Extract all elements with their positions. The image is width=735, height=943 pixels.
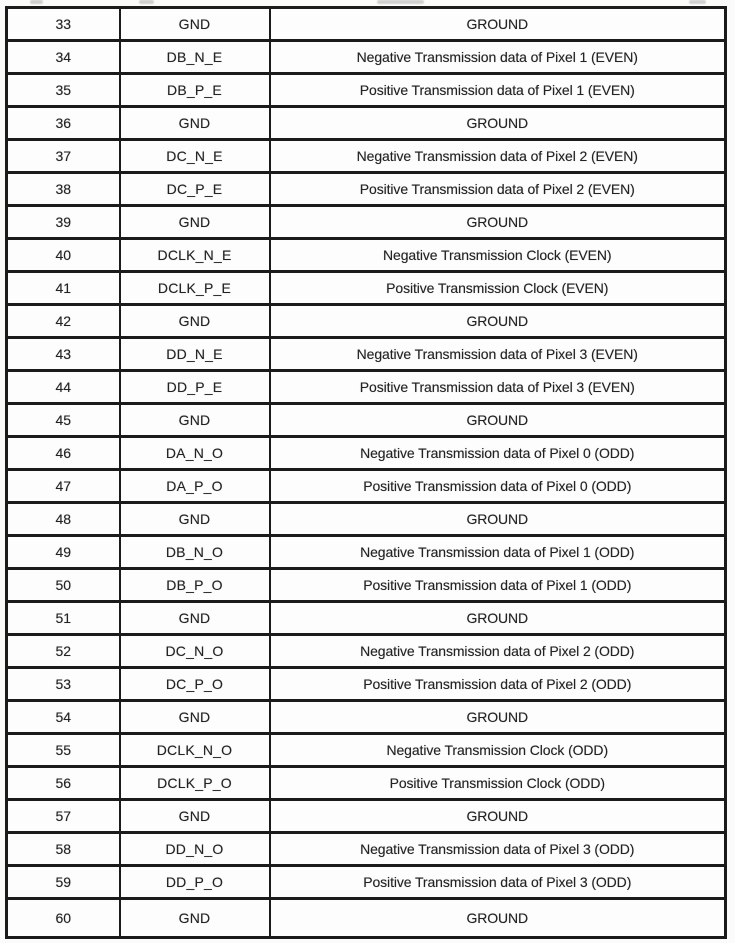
table-body — [7, 8, 726, 938]
signal-name-cell: GND — [120, 107, 270, 140]
pin-number-cell: 53 — [7, 668, 120, 701]
table-row — [7, 371, 726, 404]
table-row — [7, 503, 726, 536]
table-row — [7, 41, 726, 74]
table-row — [7, 767, 726, 800]
pin-number-cell: 49 — [7, 536, 120, 569]
signal-name-cell: GND — [120, 701, 270, 734]
table-row — [7, 8, 726, 41]
description-cell: Positive Transmission data of Pixel 0 (ODD) — [270, 470, 726, 503]
pin-number-cell: 45 — [7, 404, 120, 437]
description-cell: GROUND — [270, 800, 726, 833]
table-row — [7, 569, 726, 602]
description-cell: GROUND — [270, 701, 726, 734]
description-cell: Negative Transmission data of Pixel 3 (EVEN) — [270, 338, 726, 371]
table-row — [7, 734, 726, 767]
pin-number-cell: 40 — [7, 239, 120, 272]
pin-number-cell: 50 — [7, 569, 120, 602]
description-cell: Positive Transmission data of Pixel 3 (EVEN) — [270, 371, 726, 404]
description-cell: GROUND — [270, 107, 726, 140]
pin-number-cell: 60 — [7, 899, 120, 938]
table-row — [7, 239, 726, 272]
pin-number-cell: 35 — [7, 74, 120, 107]
signal-name-cell: DB_N_O — [120, 536, 270, 569]
pin-description-table — [5, 6, 727, 939]
table-row — [7, 470, 726, 503]
pin-number-cell: 59 — [7, 866, 120, 899]
signal-name-cell: GND — [120, 602, 270, 635]
pin-number-cell: 47 — [7, 470, 120, 503]
scan-artifact — [30, 0, 43, 4]
pin-number-cell: 52 — [7, 635, 120, 668]
table-row — [7, 668, 726, 701]
table-row — [7, 800, 726, 833]
signal-name-cell: GND — [120, 305, 270, 338]
table-row — [7, 140, 726, 173]
scan-artifact — [689, 0, 706, 4]
table-row — [7, 404, 726, 437]
description-cell: Positive Transmission data of Pixel 2 (ODD) — [270, 668, 726, 701]
table-row — [7, 305, 726, 338]
pin-number-cell: 37 — [7, 140, 120, 173]
description-cell: Negative Transmission data of Pixel 2 (ODD) — [270, 635, 726, 668]
signal-name-cell: DCLK_N_O — [120, 734, 270, 767]
description-cell: GROUND — [270, 305, 726, 338]
scan-artifact — [377, 0, 424, 4]
description-cell: Positive Transmission data of Pixel 3 (ODD) — [270, 866, 726, 899]
signal-name-cell: DC_N_O — [120, 635, 270, 668]
description-cell: Negative Transmission data of Pixel 2 (EVEN) — [270, 140, 726, 173]
table-row — [7, 866, 726, 899]
signal-name-cell: DD_P_O — [120, 866, 270, 899]
signal-name-cell: DD_N_O — [120, 833, 270, 866]
description-cell: Positive Transmission Clock (ODD) — [270, 767, 726, 800]
signal-name-cell: DCLK_P_O — [120, 767, 270, 800]
description-cell: Positive Transmission Clock (EVEN) — [270, 272, 726, 305]
table-row — [7, 338, 726, 371]
pin-number-cell: 51 — [7, 602, 120, 635]
pin-number-cell: 54 — [7, 701, 120, 734]
description-cell: GROUND — [270, 899, 726, 938]
signal-name-cell: DB_P_O — [120, 569, 270, 602]
description-cell: GROUND — [270, 404, 726, 437]
pin-number-cell: 57 — [7, 800, 120, 833]
description-cell: Negative Transmission Clock (EVEN) — [270, 239, 726, 272]
signal-name-cell: DB_N_E — [120, 41, 270, 74]
pin-number-cell: 34 — [7, 41, 120, 74]
description-cell: Negative Transmission data of Pixel 1 (ODD) — [270, 536, 726, 569]
pin-number-cell: 43 — [7, 338, 120, 371]
description-cell: Positive Transmission data of Pixel 2 (EVEN) — [270, 173, 726, 206]
table-row — [7, 173, 726, 206]
pin-number-cell: 39 — [7, 206, 120, 239]
signal-name-cell: GND — [120, 899, 270, 938]
table-row — [7, 107, 726, 140]
pin-number-cell: 56 — [7, 767, 120, 800]
description-cell: GROUND — [270, 503, 726, 536]
signal-name-cell: DC_P_E — [120, 173, 270, 206]
signal-name-cell: DA_P_O — [120, 470, 270, 503]
pin-number-cell: 42 — [7, 305, 120, 338]
table-row — [7, 536, 726, 569]
description-cell: GROUND — [270, 602, 726, 635]
table-row — [7, 701, 726, 734]
signal-name-cell: GND — [120, 206, 270, 239]
pin-number-cell: 41 — [7, 272, 120, 305]
signal-name-cell: DA_N_O — [120, 437, 270, 470]
signal-name-cell: GND — [120, 800, 270, 833]
table-row — [7, 74, 726, 107]
description-cell: Positive Transmission data of Pixel 1 (ODD) — [270, 569, 726, 602]
description-cell: GROUND — [270, 206, 726, 239]
description-cell: Negative Transmission data of Pixel 3 (ODD) — [270, 833, 726, 866]
signal-name-cell: DD_P_E — [120, 371, 270, 404]
description-cell: GROUND — [270, 8, 726, 41]
table-row — [7, 833, 726, 866]
signal-name-cell: DC_P_O — [120, 668, 270, 701]
table-row — [7, 899, 726, 938]
signal-name-cell: DCLK_N_E — [120, 239, 270, 272]
table-row — [7, 602, 726, 635]
signal-name-cell: DC_N_E — [120, 140, 270, 173]
table-row — [7, 206, 726, 239]
description-cell: Positive Transmission data of Pixel 1 (EVEN) — [270, 74, 726, 107]
pin-number-cell: 33 — [7, 8, 120, 41]
table-row — [7, 272, 726, 305]
signal-name-cell: GND — [120, 8, 270, 41]
signal-name-cell: DCLK_P_E — [120, 272, 270, 305]
signal-name-cell: GND — [120, 404, 270, 437]
description-cell: Negative Transmission data of Pixel 1 (EVEN) — [270, 41, 726, 74]
pin-number-cell: 58 — [7, 833, 120, 866]
pin-number-cell: 46 — [7, 437, 120, 470]
scan-artifact — [139, 0, 154, 4]
pin-number-cell: 55 — [7, 734, 120, 767]
description-cell: Negative Transmission data of Pixel 0 (ODD) — [270, 437, 726, 470]
signal-name-cell: DB_P_E — [120, 74, 270, 107]
table-row — [7, 635, 726, 668]
pin-number-cell: 48 — [7, 503, 120, 536]
pin-number-cell: 44 — [7, 371, 120, 404]
pin-number-cell: 38 — [7, 173, 120, 206]
signal-name-cell: GND — [120, 503, 270, 536]
table-row — [7, 437, 726, 470]
pin-number-cell: 36 — [7, 107, 120, 140]
signal-name-cell: DD_N_E — [120, 338, 270, 371]
description-cell: Negative Transmission Clock (ODD) — [270, 734, 726, 767]
